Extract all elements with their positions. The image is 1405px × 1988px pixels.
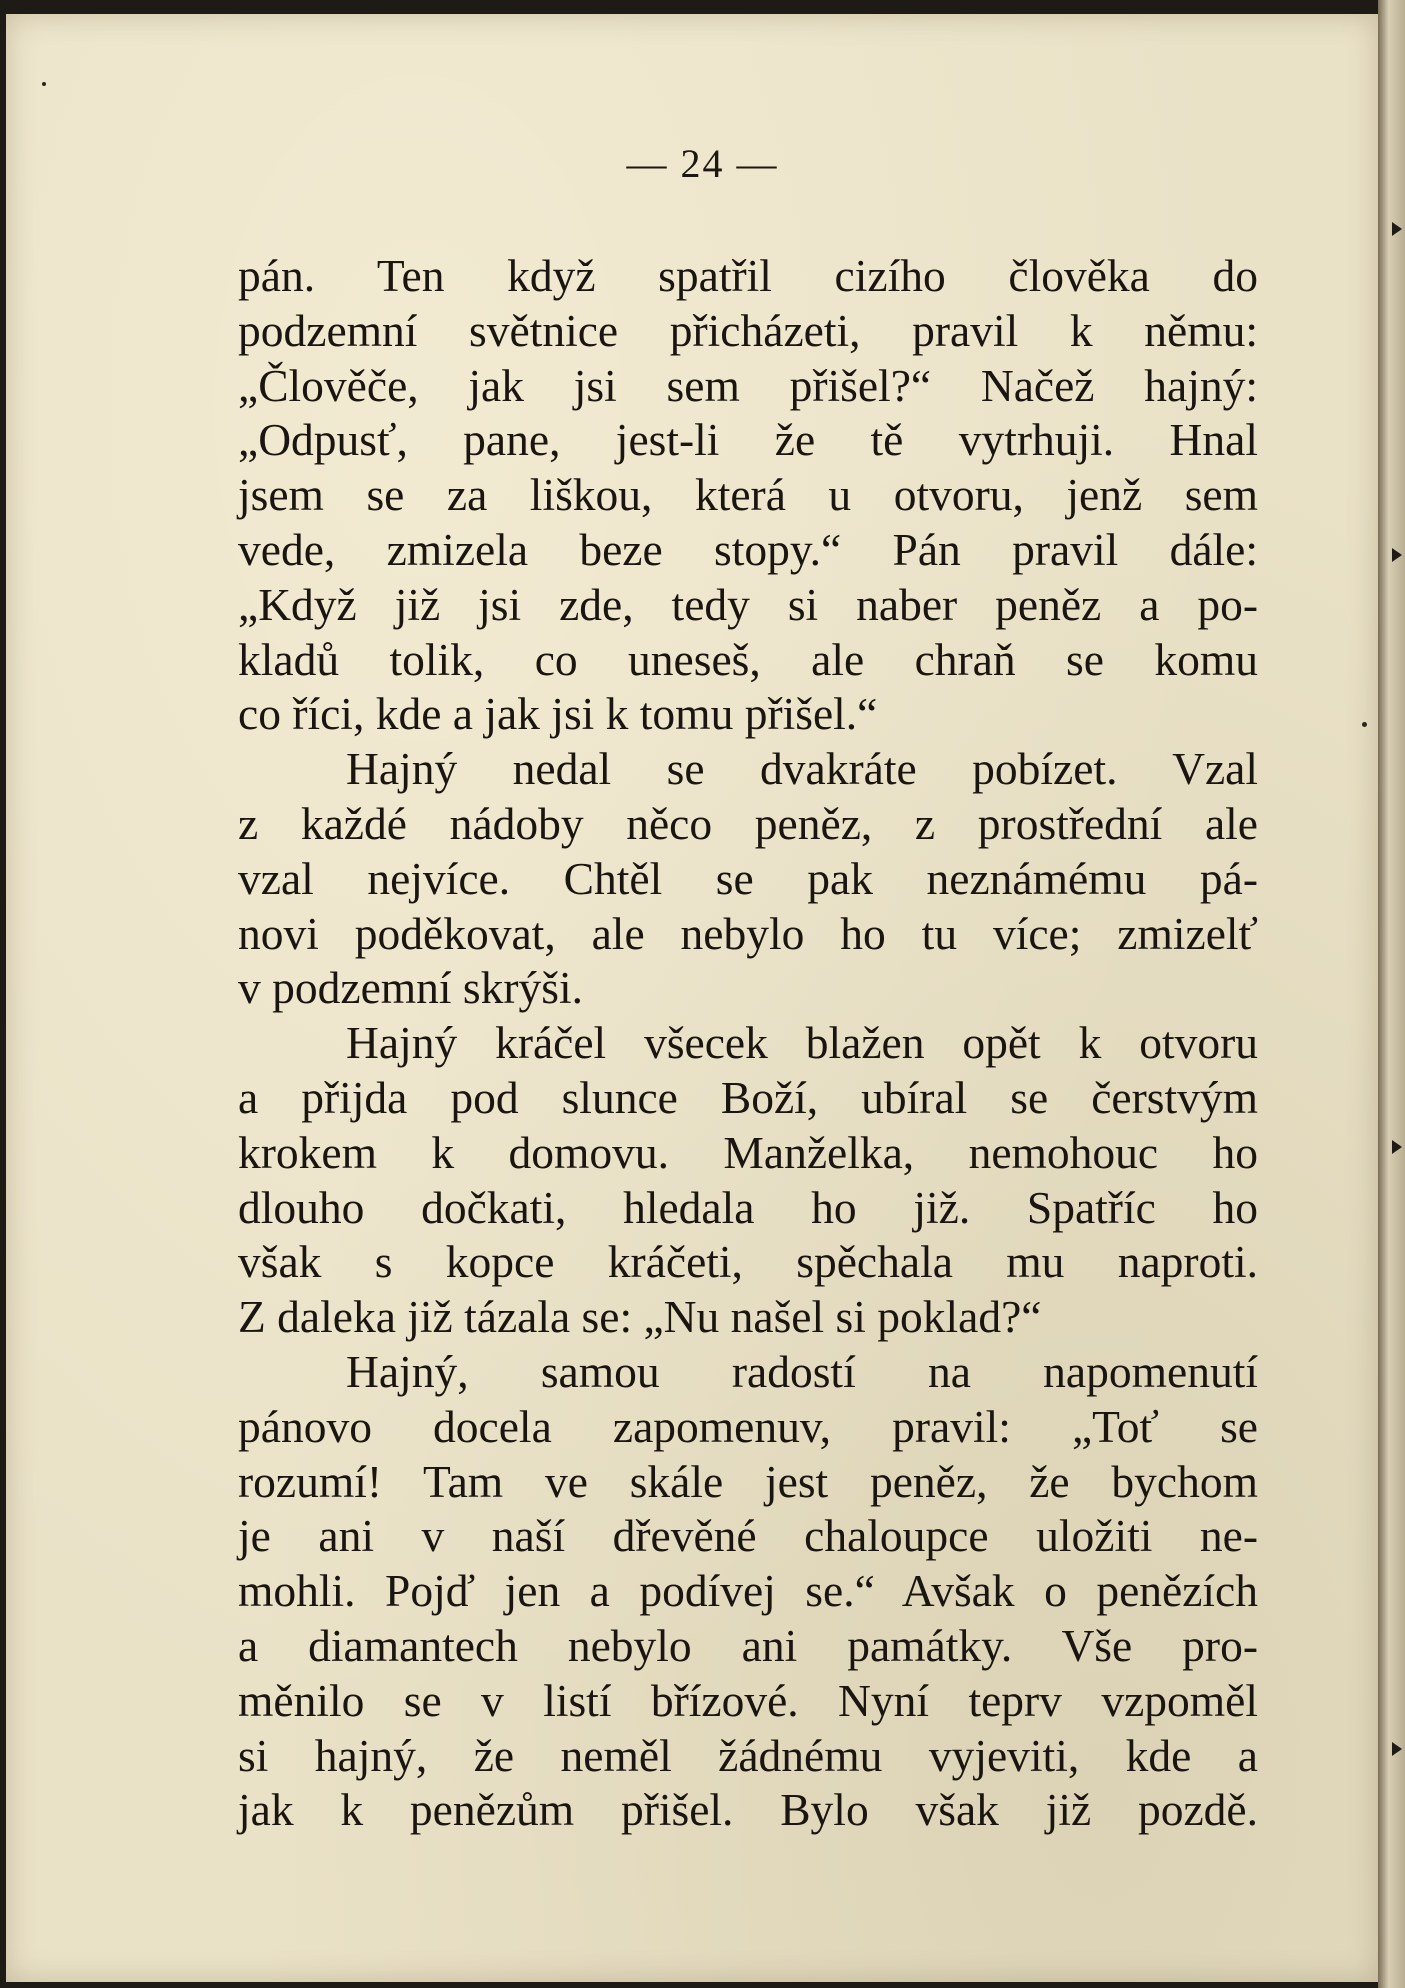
text-line: mohli. Pojď jen a podívej se.“ Avšak o penězích (238, 1565, 1258, 1617)
text-line: Z daleka již tázala se: „Nu našel si poklad?“ (238, 1291, 1042, 1343)
text-line: dlouho dočkati, hledala ho již. Spatříc ho (238, 1181, 1258, 1233)
text-line: a přijda pod slunce Boží, ubíral se čerstvým (238, 1071, 1258, 1123)
page-number: — 24 — (626, 141, 779, 186)
text-line: si hajný, že neměl žádnému vyjeviti, kde a (238, 1729, 1258, 1781)
text-line: krokem k domovu. Manželka, nemohouc ho (238, 1126, 1258, 1178)
text-line: Hajný nedal se dvakráte pobízet. Vzal (346, 743, 1258, 795)
text-line: novi poděkovat, ale nebylo ho tu více; zmizelť (238, 907, 1258, 959)
text-line: „Když již jsi zde, tedy si naber peněz a po- (238, 578, 1258, 630)
text-line: Hajný, samou radostí na napomenutí (346, 1345, 1258, 1397)
text-line: pánovo docela zapomenuv, pravil: „Toť se (238, 1400, 1258, 1452)
text-line: „Odpusť, pane, jest-li že tě vytrhuji. Hnal (238, 414, 1258, 466)
text-line: jak k penězům přišel. Bylo však již pozdě. (238, 1784, 1258, 1836)
text-line: je ani v naší dřevěné chaloupce uložiti ne- (238, 1510, 1258, 1562)
text-line: kladů tolik, co uneseš, ale chraň se komu (238, 633, 1258, 685)
text-line: rozumí! Tam ve skále jest peněz, že bychom (238, 1455, 1258, 1507)
ink-speck (42, 82, 46, 86)
text-line: vzal nejvíce. Chtěl se pak neznámému pá- (238, 852, 1258, 904)
text-line: měnilo se v listí břízové. Nyní teprv vzpoměl (238, 1674, 1258, 1726)
text-line: vede, zmizela beze stopy.“ Pán pravil dále: (238, 523, 1258, 575)
text-line: pán. Ten když spatřil cizího člověka do (238, 250, 1258, 301)
text-line: z každé nádoby něco peněz, z prostřední ale (238, 797, 1258, 849)
text-line: Hajný kráčel všecek blažen opět k otvoru (346, 1017, 1258, 1069)
text-line: co říci, kde a jak jsi k tomu přišel.“ (238, 688, 878, 740)
text-line: v podzemní skrýši. (238, 962, 584, 1014)
text-line: „Člověče, jak jsi sem přišel?“ Načež hajný: (238, 359, 1258, 411)
page-edge (1378, 0, 1405, 1988)
text-line: a diamantech nebylo ani památky. Vše pro- (238, 1619, 1258, 1671)
text-line: jsem se za liškou, která u otvoru, jenž sem (238, 469, 1258, 521)
text-line: však s kopce kráčeti, spěchala mu naproti. (238, 1236, 1258, 1288)
body-text (238, 249, 1258, 1838)
ink-speck (1362, 722, 1367, 727)
text-line: podzemní světnice přicházeti, pravil k němu: (238, 304, 1258, 356)
